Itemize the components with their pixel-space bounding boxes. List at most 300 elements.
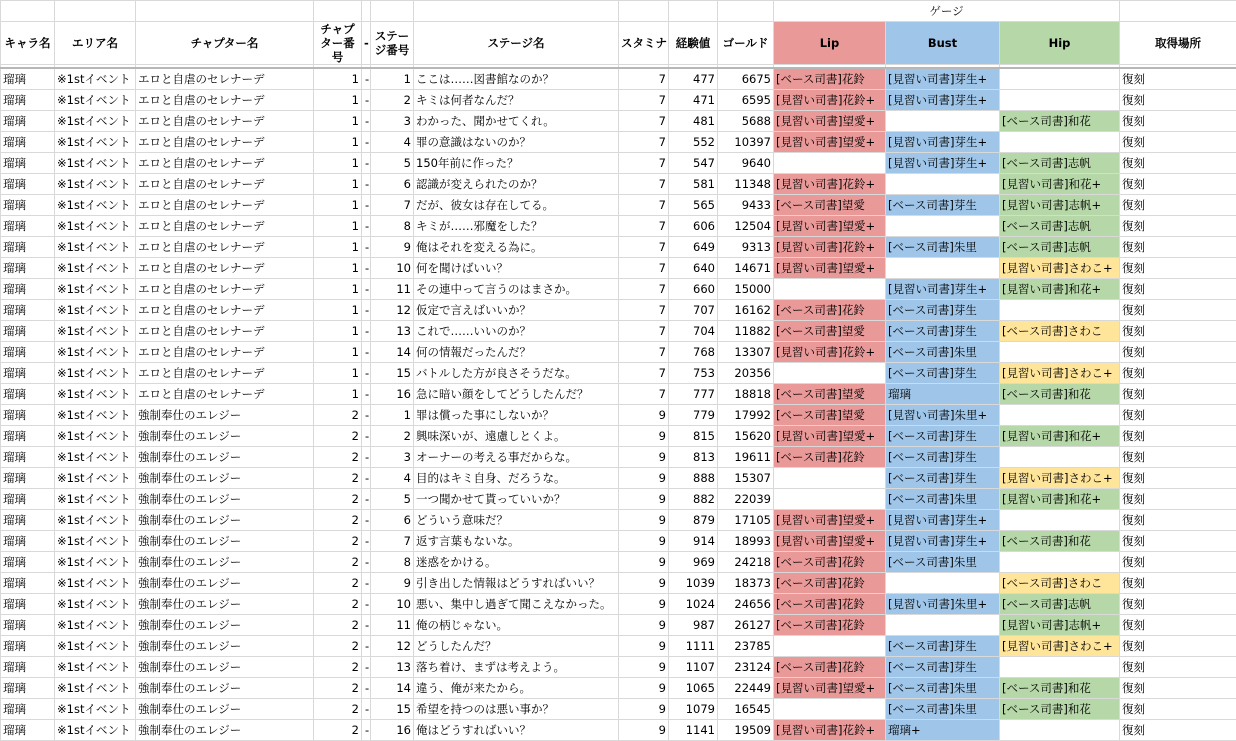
cell-stamina[interactable]: 9 xyxy=(619,678,669,699)
cell-gold[interactable]: 15307 xyxy=(718,468,774,489)
cell-gold[interactable]: 26127 xyxy=(718,615,774,636)
cell-area[interactable]: ※1stイベント xyxy=(55,279,136,300)
col-obtain[interactable]: 取得場所 xyxy=(1120,22,1236,65)
cell-stamina[interactable]: 9 xyxy=(619,615,669,636)
cell-stamina[interactable]: 7 xyxy=(619,68,669,90)
cell-dash[interactable]: - xyxy=(362,363,371,384)
cell-chapter-no[interactable]: 1 xyxy=(314,237,362,258)
cell-exp[interactable]: 813 xyxy=(669,447,718,468)
cell-stamina[interactable]: 7 xyxy=(619,363,669,384)
cell-stamina[interactable]: 9 xyxy=(619,531,669,552)
cell-obtain[interactable]: 復刻 xyxy=(1120,426,1236,447)
cell-hip[interactable]: [見習い司書]和花+ xyxy=(1000,174,1120,195)
cell-stage[interactable]: 何の情報だったんだ？ xyxy=(414,342,619,363)
cell-lip[interactable]: [見習い司書]花鈴+ xyxy=(774,720,886,741)
cell-stage[interactable]: 返す言葉もないな。 xyxy=(414,531,619,552)
cell-exp[interactable]: 565 xyxy=(669,195,718,216)
cell-area[interactable]: ※1stイベント xyxy=(55,384,136,405)
cell-stage[interactable]: 仮定で言えばいいか？ xyxy=(414,300,619,321)
cell-bust[interactable]: [ベース司書]芽生 xyxy=(886,426,1000,447)
cell-chapter[interactable]: エロと自虐のセレナーデ xyxy=(136,111,314,132)
col-gold[interactable]: ゴールド xyxy=(718,22,774,65)
cell-gold[interactable]: 5688 xyxy=(718,111,774,132)
cell-area[interactable]: ※1stイベント xyxy=(55,615,136,636)
cell-hip[interactable] xyxy=(1000,447,1120,468)
cell-chapter-no[interactable]: 1 xyxy=(314,300,362,321)
cell-chapter-no[interactable]: 1 xyxy=(314,195,362,216)
cell-stage[interactable]: だが、彼女は存在してる。 xyxy=(414,195,619,216)
cell-bust[interactable]: [ベース司書]芽生 xyxy=(886,468,1000,489)
cell-dash[interactable]: - xyxy=(362,384,371,405)
cell-stage-no[interactable]: 10 xyxy=(371,258,414,279)
cell-char[interactable]: 瑠璃 xyxy=(1,111,55,132)
cell-chapter-no[interactable]: 2 xyxy=(314,531,362,552)
cell-stage[interactable]: ここは……図書館なのか？ xyxy=(414,68,619,90)
col-stamina[interactable]: スタミナ xyxy=(619,22,669,65)
cell-hip[interactable] xyxy=(1000,552,1120,573)
cell-char[interactable]: 瑠璃 xyxy=(1,405,55,426)
cell-bust[interactable]: [見習い司書]朱里+ xyxy=(886,405,1000,426)
cell-obtain[interactable]: 復刻 xyxy=(1120,174,1236,195)
cell-area[interactable]: ※1stイベント xyxy=(55,678,136,699)
cell-stage-no[interactable]: 14 xyxy=(371,678,414,699)
cell-area[interactable]: ※1stイベント xyxy=(55,531,136,552)
cell-obtain[interactable]: 復刻 xyxy=(1120,510,1236,531)
cell-stage[interactable]: 認識が変えられたのか？ xyxy=(414,174,619,195)
cell-dash[interactable]: - xyxy=(362,657,371,678)
gauge-header[interactable]: ゲージ xyxy=(774,1,1120,22)
cell-area[interactable]: ※1stイベント xyxy=(55,216,136,237)
cell-obtain[interactable]: 復刻 xyxy=(1120,68,1236,90)
cell-bust[interactable]: 瑠璃+ xyxy=(886,720,1000,741)
cell-gold[interactable]: 23785 xyxy=(718,636,774,657)
cell-hip[interactable]: [見習い司書]さわこ+ xyxy=(1000,363,1120,384)
cell-char[interactable]: 瑠璃 xyxy=(1,657,55,678)
cell-stage-no[interactable]: 1 xyxy=(371,68,414,90)
cell-hip[interactable]: [ベース司書]和花 xyxy=(1000,678,1120,699)
cell-hip[interactable] xyxy=(1000,300,1120,321)
cell-area[interactable]: ※1stイベント xyxy=(55,195,136,216)
cell-exp[interactable]: 879 xyxy=(669,510,718,531)
cell-exp[interactable]: 581 xyxy=(669,174,718,195)
cell-chapter-no[interactable]: 1 xyxy=(314,342,362,363)
cell-chapter[interactable]: 強制奉仕のエレジー xyxy=(136,426,314,447)
cell-hip[interactable] xyxy=(1000,342,1120,363)
cell-stage[interactable]: 引き出した情報はどうすればいい？ xyxy=(414,573,619,594)
cell-gold[interactable]: 18993 xyxy=(718,531,774,552)
cell-stage-no[interactable]: 4 xyxy=(371,132,414,153)
cell-bust[interactable]: [見習い司書]芽生+ xyxy=(886,531,1000,552)
cell-chapter[interactable]: エロと自虐のセレナーデ xyxy=(136,153,314,174)
cell-exp[interactable]: 477 xyxy=(669,68,718,90)
cell-exp[interactable]: 660 xyxy=(669,279,718,300)
cell-stamina[interactable]: 9 xyxy=(619,657,669,678)
cell-bust[interactable]: [見習い司書]芽生+ xyxy=(886,279,1000,300)
col-chapter-no[interactable]: チャプター番号 xyxy=(314,22,362,65)
cell-stage-no[interactable]: 15 xyxy=(371,699,414,720)
col-hip[interactable]: Hip xyxy=(1000,22,1120,65)
cell-chapter-no[interactable]: 1 xyxy=(314,68,362,90)
cell-chapter[interactable]: エロと自虐のセレナーデ xyxy=(136,90,314,111)
cell-char[interactable]: 瑠璃 xyxy=(1,699,55,720)
cell-stage-no[interactable]: 5 xyxy=(371,153,414,174)
cell-obtain[interactable]: 復刻 xyxy=(1120,279,1236,300)
cell-chapter[interactable]: 強制奉仕のエレジー xyxy=(136,657,314,678)
cell-chapter[interactable]: エロと自虐のセレナーデ xyxy=(136,258,314,279)
cell-chapter[interactable]: エロと自虐のセレナーデ xyxy=(136,279,314,300)
cell-lip[interactable]: [ベース司書]花鈴 xyxy=(774,68,886,90)
cell-chapter[interactable]: 強制奉仕のエレジー xyxy=(136,678,314,699)
cell-hip[interactable]: [ベース司書]和花 xyxy=(1000,699,1120,720)
cell-chapter-no[interactable]: 2 xyxy=(314,657,362,678)
cell-gold[interactable]: 24656 xyxy=(718,594,774,615)
cell-exp[interactable]: 606 xyxy=(669,216,718,237)
cell-area[interactable]: ※1stイベント xyxy=(55,510,136,531)
cell-bust[interactable]: [ベース司書]芽生 xyxy=(886,321,1000,342)
cell-lip[interactable]: [ベース司書]花鈴 xyxy=(774,615,886,636)
cell-bust[interactable]: [見習い司書]芽生+ xyxy=(886,68,1000,90)
cell-area[interactable]: ※1stイベント xyxy=(55,258,136,279)
cell-bust[interactable] xyxy=(886,573,1000,594)
cell-stage[interactable]: 目的はキミ自身、だろうな。 xyxy=(414,468,619,489)
cell-lip[interactable]: [ベース司書]望愛 xyxy=(774,405,886,426)
cell-chapter[interactable]: 強制奉仕のエレジー xyxy=(136,573,314,594)
cell-dash[interactable]: - xyxy=(362,426,371,447)
cell-exp[interactable]: 969 xyxy=(669,552,718,573)
cell-obtain[interactable]: 復刻 xyxy=(1120,111,1236,132)
cell-lip[interactable]: [ベース司書]花鈴 xyxy=(774,447,886,468)
cell-exp[interactable]: 1111 xyxy=(669,636,718,657)
cell-stamina[interactable]: 7 xyxy=(619,279,669,300)
cell-dash[interactable]: - xyxy=(362,489,371,510)
col-chapter[interactable]: チャプター名 xyxy=(136,22,314,65)
cell-chapter[interactable]: 強制奉仕のエレジー xyxy=(136,468,314,489)
cell-bust[interactable]: [ベース司書]芽生 xyxy=(886,300,1000,321)
cell-area[interactable]: ※1stイベント xyxy=(55,657,136,678)
cell-lip[interactable]: [ベース司書]花鈴 xyxy=(774,552,886,573)
cell-hip[interactable] xyxy=(1000,657,1120,678)
cell-stage-no[interactable]: 12 xyxy=(371,636,414,657)
cell-dash[interactable]: - xyxy=(362,678,371,699)
cell-stamina[interactable]: 7 xyxy=(619,153,669,174)
cell-hip[interactable]: [ベース司書]和花 xyxy=(1000,531,1120,552)
cell-obtain[interactable]: 復刻 xyxy=(1120,468,1236,489)
cell-stage-no[interactable]: 13 xyxy=(371,657,414,678)
cell-char[interactable]: 瑠璃 xyxy=(1,342,55,363)
cell-char[interactable]: 瑠璃 xyxy=(1,615,55,636)
cell-exp[interactable]: 1107 xyxy=(669,657,718,678)
cell-chapter[interactable]: エロと自虐のセレナーデ xyxy=(136,384,314,405)
cell-stamina[interactable]: 7 xyxy=(619,258,669,279)
cell-stage[interactable]: キミは何者なんだ？ xyxy=(414,90,619,111)
cell-area[interactable]: ※1stイベント xyxy=(55,363,136,384)
cell-char[interactable]: 瑠璃 xyxy=(1,216,55,237)
col-stage[interactable]: ステージ名 xyxy=(414,22,619,65)
cell-gold[interactable]: 6675 xyxy=(718,68,774,90)
cell-lip[interactable]: [見習い司書]花鈴+ xyxy=(774,174,886,195)
cell-area[interactable]: ※1stイベント xyxy=(55,68,136,90)
cell-hip[interactable] xyxy=(1000,405,1120,426)
cell-stage-no[interactable]: 10 xyxy=(371,594,414,615)
cell-bust[interactable]: [見習い司書]朱里+ xyxy=(886,594,1000,615)
cell-stage-no[interactable]: 13 xyxy=(371,321,414,342)
cell-stamina[interactable]: 7 xyxy=(619,342,669,363)
cell-stage[interactable]: 何を聞けばいい？ xyxy=(414,258,619,279)
cell-area[interactable]: ※1stイベント xyxy=(55,426,136,447)
cell-gold[interactable]: 9433 xyxy=(718,195,774,216)
cell-obtain[interactable]: 復刻 xyxy=(1120,153,1236,174)
cell-bust[interactable]: [ベース司書]朱里 xyxy=(886,342,1000,363)
cell-bust[interactable] xyxy=(886,174,1000,195)
cell-char[interactable]: 瑠璃 xyxy=(1,510,55,531)
cell-obtain[interactable]: 復刻 xyxy=(1120,636,1236,657)
cell-chapter[interactable]: エロと自虐のセレナーデ xyxy=(136,300,314,321)
cell-gold[interactable]: 19611 xyxy=(718,447,774,468)
cell-exp[interactable]: 753 xyxy=(669,363,718,384)
cell-bust[interactable]: [見習い司書]芽生+ xyxy=(886,153,1000,174)
cell-area[interactable]: ※1stイベント xyxy=(55,552,136,573)
cell-gold[interactable]: 14671 xyxy=(718,258,774,279)
cell-stamina[interactable]: 7 xyxy=(619,216,669,237)
cell-bust[interactable]: [見習い司書]芽生+ xyxy=(886,90,1000,111)
cell-stamina[interactable]: 9 xyxy=(619,489,669,510)
cell-stage-no[interactable]: 7 xyxy=(371,195,414,216)
cell-bust[interactable]: [見習い司書]芽生+ xyxy=(886,510,1000,531)
cell-chapter[interactable]: 強制奉仕のエレジー xyxy=(136,405,314,426)
cell-obtain[interactable]: 復刻 xyxy=(1120,720,1236,741)
cell-lip[interactable] xyxy=(774,699,886,720)
cell-obtain[interactable]: 復刻 xyxy=(1120,678,1236,699)
cell-hip[interactable]: [ベース司書]和花 xyxy=(1000,384,1120,405)
cell-dash[interactable]: - xyxy=(362,468,371,489)
cell-obtain[interactable]: 復刻 xyxy=(1120,216,1236,237)
cell-stage[interactable]: 罪の意識はないのか？ xyxy=(414,132,619,153)
cell-dash[interactable]: - xyxy=(362,342,371,363)
cell-stage-no[interactable]: 2 xyxy=(371,90,414,111)
cell-hip[interactable] xyxy=(1000,90,1120,111)
cell-lip[interactable]: [ベース司書]望愛 xyxy=(774,384,886,405)
cell-hip[interactable]: [ベース司書]志帆 xyxy=(1000,153,1120,174)
cell-gold[interactable]: 13307 xyxy=(718,342,774,363)
col-dash[interactable]: - xyxy=(362,22,371,65)
cell-chapter[interactable]: 強制奉仕のエレジー xyxy=(136,636,314,657)
cell-gold[interactable]: 18818 xyxy=(718,384,774,405)
cell-obtain[interactable]: 復刻 xyxy=(1120,342,1236,363)
cell-gold[interactable]: 18373 xyxy=(718,573,774,594)
cell-char[interactable]: 瑠璃 xyxy=(1,237,55,258)
cell-lip[interactable] xyxy=(774,636,886,657)
cell-stamina[interactable]: 7 xyxy=(619,237,669,258)
cell-exp[interactable]: 1065 xyxy=(669,678,718,699)
cell-lip[interactable]: [見習い司書]望愛+ xyxy=(774,216,886,237)
cell-stage-no[interactable]: 14 xyxy=(371,342,414,363)
cell-stage-no[interactable]: 16 xyxy=(371,720,414,741)
cell-hip[interactable]: [ベース司書]志帆 xyxy=(1000,237,1120,258)
cell-exp[interactable]: 481 xyxy=(669,111,718,132)
cell-chapter[interactable]: エロと自虐のセレナーデ xyxy=(136,195,314,216)
cell-stage-no[interactable]: 8 xyxy=(371,216,414,237)
cell-gold[interactable]: 11348 xyxy=(718,174,774,195)
cell-area[interactable]: ※1stイベント xyxy=(55,405,136,426)
cell-area[interactable]: ※1stイベント xyxy=(55,489,136,510)
cell-obtain[interactable]: 復刻 xyxy=(1120,573,1236,594)
cell-chapter[interactable]: エロと自虐のセレナーデ xyxy=(136,68,314,90)
cell-stamina[interactable]: 9 xyxy=(619,426,669,447)
cell-exp[interactable]: 987 xyxy=(669,615,718,636)
cell-exp[interactable]: 471 xyxy=(669,90,718,111)
cell-char[interactable]: 瑠璃 xyxy=(1,321,55,342)
cell-hip[interactable] xyxy=(1000,132,1120,153)
cell-area[interactable]: ※1stイベント xyxy=(55,342,136,363)
cell-exp[interactable]: 768 xyxy=(669,342,718,363)
cell-hip[interactable]: [ベース司書]さわこ xyxy=(1000,321,1120,342)
cell-stage[interactable]: 俺はそれを変える為に。 xyxy=(414,237,619,258)
cell-obtain[interactable]: 復刻 xyxy=(1120,258,1236,279)
cell-lip[interactable] xyxy=(774,489,886,510)
cell-area[interactable]: ※1stイベント xyxy=(55,573,136,594)
cell-char[interactable]: 瑠璃 xyxy=(1,720,55,741)
cell-stage-no[interactable]: 3 xyxy=(371,111,414,132)
cell-bust[interactable]: [ベース司書]朱里 xyxy=(886,489,1000,510)
cell-gold[interactable]: 10397 xyxy=(718,132,774,153)
cell-hip[interactable]: [見習い司書]さわこ+ xyxy=(1000,258,1120,279)
cell-dash[interactable]: - xyxy=(362,216,371,237)
cell-stage-no[interactable]: 16 xyxy=(371,384,414,405)
cell-stage-no[interactable]: 6 xyxy=(371,174,414,195)
cell-stamina[interactable]: 7 xyxy=(619,195,669,216)
cell-chapter-no[interactable]: 1 xyxy=(314,90,362,111)
cell-dash[interactable]: - xyxy=(362,174,371,195)
cell-char[interactable]: 瑠璃 xyxy=(1,195,55,216)
cell-hip[interactable]: [ベース司書]志帆 xyxy=(1000,216,1120,237)
cell-gold[interactable]: 22449 xyxy=(718,678,774,699)
cell-bust[interactable]: [ベース司書]朱里 xyxy=(886,552,1000,573)
cell-dash[interactable]: - xyxy=(362,531,371,552)
cell-chapter-no[interactable]: 2 xyxy=(314,636,362,657)
cell-stage[interactable]: オーナーの考える事だからな。 xyxy=(414,447,619,468)
cell-lip[interactable]: [見習い司書]花鈴+ xyxy=(774,342,886,363)
cell-obtain[interactable]: 復刻 xyxy=(1120,594,1236,615)
col-bust[interactable]: Bust xyxy=(886,22,1000,65)
cell-bust[interactable]: 瑠璃 xyxy=(886,384,1000,405)
cell-obtain[interactable]: 復刻 xyxy=(1120,615,1236,636)
cell-dash[interactable]: - xyxy=(362,720,371,741)
cell-dash[interactable]: - xyxy=(362,132,371,153)
cell-stage-no[interactable]: 3 xyxy=(371,447,414,468)
cell-stage-no[interactable]: 1 xyxy=(371,405,414,426)
cell-chapter-no[interactable]: 1 xyxy=(314,153,362,174)
cell-chapter[interactable]: エロと自虐のセレナーデ xyxy=(136,321,314,342)
cell-lip[interactable]: [ベース司書]花鈴 xyxy=(774,657,886,678)
cell-stamina[interactable]: 9 xyxy=(619,552,669,573)
cell-chapter-no[interactable]: 1 xyxy=(314,111,362,132)
cell-char[interactable]: 瑠璃 xyxy=(1,594,55,615)
cell-chapter-no[interactable]: 1 xyxy=(314,321,362,342)
cell-hip[interactable]: [ベース司書]志帆 xyxy=(1000,594,1120,615)
cell-lip[interactable]: [ベース司書]望愛 xyxy=(774,195,886,216)
cell-stage[interactable]: これで……いいのか？ xyxy=(414,321,619,342)
cell-dash[interactable]: - xyxy=(362,552,371,573)
cell-chapter-no[interactable]: 2 xyxy=(314,678,362,699)
cell-obtain[interactable]: 復刻 xyxy=(1120,90,1236,111)
cell-gold[interactable]: 9640 xyxy=(718,153,774,174)
cell-stamina[interactable]: 7 xyxy=(619,174,669,195)
cell-lip[interactable]: [ベース司書]花鈴 xyxy=(774,300,886,321)
cell-chapter-no[interactable]: 1 xyxy=(314,279,362,300)
cell-dash[interactable]: - xyxy=(362,510,371,531)
cell-hip[interactable]: [見習い司書]志帆+ xyxy=(1000,615,1120,636)
cell-area[interactable]: ※1stイベント xyxy=(55,174,136,195)
cell-bust[interactable] xyxy=(886,216,1000,237)
cell-area[interactable]: ※1stイベント xyxy=(55,447,136,468)
cell-gold[interactable]: 15620 xyxy=(718,426,774,447)
cell-chapter[interactable]: 強制奉仕のエレジー xyxy=(136,510,314,531)
cell-gold[interactable]: 17992 xyxy=(718,405,774,426)
cell-exp[interactable]: 815 xyxy=(669,426,718,447)
col-area[interactable]: エリア名 xyxy=(55,22,136,65)
cell-chapter-no[interactable]: 1 xyxy=(314,132,362,153)
cell-dash[interactable]: - xyxy=(362,447,371,468)
cell-stamina[interactable]: 9 xyxy=(619,573,669,594)
cell-chapter[interactable]: 強制奉仕のエレジー xyxy=(136,699,314,720)
cell-area[interactable]: ※1stイベント xyxy=(55,594,136,615)
cell-chapter-no[interactable]: 1 xyxy=(314,384,362,405)
cell-stamina[interactable]: 7 xyxy=(619,384,669,405)
cell-dash[interactable]: - xyxy=(362,90,371,111)
cell-stamina[interactable]: 7 xyxy=(619,132,669,153)
cell-dash[interactable]: - xyxy=(362,237,371,258)
cell-char[interactable]: 瑠璃 xyxy=(1,531,55,552)
cell-chapter-no[interactable]: 2 xyxy=(314,594,362,615)
cell-lip[interactable]: [見習い司書]花鈴+ xyxy=(774,237,886,258)
cell-area[interactable]: ※1stイベント xyxy=(55,636,136,657)
cell-gold[interactable]: 9313 xyxy=(718,237,774,258)
cell-chapter[interactable]: 強制奉仕のエレジー xyxy=(136,720,314,741)
cell-bust[interactable]: [ベース司書]芽生 xyxy=(886,195,1000,216)
cell-lip[interactable]: [見習い司書]望愛+ xyxy=(774,678,886,699)
cell-area[interactable]: ※1stイベント xyxy=(55,237,136,258)
cell-exp[interactable]: 640 xyxy=(669,258,718,279)
cell-lip[interactable]: [見習い司書]望愛+ xyxy=(774,132,886,153)
cell-dash[interactable]: - xyxy=(362,68,371,90)
cell-bust[interactable]: [ベース司書]朱里 xyxy=(886,237,1000,258)
cell-obtain[interactable]: 復刻 xyxy=(1120,405,1236,426)
cell-stage-no[interactable]: 6 xyxy=(371,510,414,531)
cell-bust[interactable]: [ベース司書]朱里 xyxy=(886,678,1000,699)
cell-stage[interactable]: 150年前に作った？ xyxy=(414,153,619,174)
cell-gold[interactable]: 16162 xyxy=(718,300,774,321)
cell-stamina[interactable]: 9 xyxy=(619,405,669,426)
cell-dash[interactable]: - xyxy=(362,195,371,216)
cell-obtain[interactable]: 復刻 xyxy=(1120,384,1236,405)
cell-chapter-no[interactable]: 2 xyxy=(314,489,362,510)
cell-char[interactable]: 瑠璃 xyxy=(1,468,55,489)
cell-chapter[interactable]: エロと自虐のセレナーデ xyxy=(136,216,314,237)
cell-chapter[interactable]: 強制奉仕のエレジー xyxy=(136,594,314,615)
cell-stamina[interactable]: 9 xyxy=(619,594,669,615)
cell-obtain[interactable]: 復刻 xyxy=(1120,699,1236,720)
cell-stage-no[interactable]: 4 xyxy=(371,468,414,489)
cell-lip[interactable]: [ベース司書]望愛 xyxy=(774,321,886,342)
cell-lip[interactable]: [見習い司書]望愛+ xyxy=(774,258,886,279)
cell-stamina[interactable]: 9 xyxy=(619,699,669,720)
cell-hip[interactable]: [ベース司書]和花 xyxy=(1000,111,1120,132)
cell-exp[interactable]: 888 xyxy=(669,468,718,489)
cell-obtain[interactable]: 復刻 xyxy=(1120,132,1236,153)
cell-dash[interactable]: - xyxy=(362,300,371,321)
cell-stage-no[interactable]: 11 xyxy=(371,279,414,300)
cell-exp[interactable]: 1039 xyxy=(669,573,718,594)
